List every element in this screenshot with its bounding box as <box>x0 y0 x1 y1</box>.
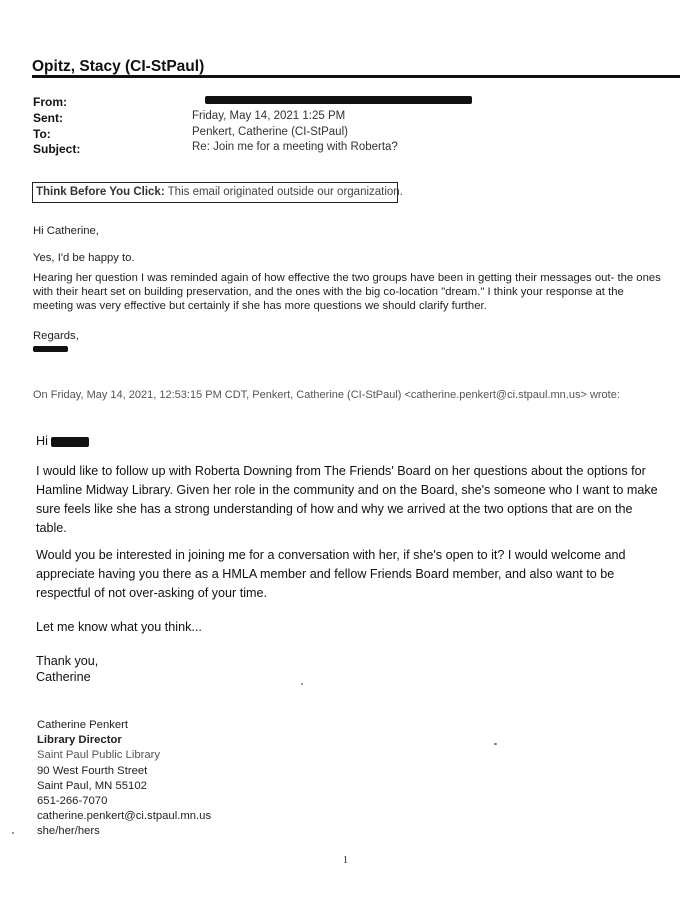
subject-label: Subject: <box>33 142 81 156</box>
page-number: 1 <box>343 855 348 866</box>
scan-speck <box>494 743 497 745</box>
to-label: To: <box>33 127 51 141</box>
redacted-recipient-name <box>51 437 89 447</box>
mailbox-owner-name: Opitz, Stacy (CI-StPaul) <box>32 58 205 75</box>
signature-email: catherine.penkert@ci.stpaul.mn.us <box>37 810 212 823</box>
reply-paragraph: Hearing her question I was reminded again of how effective the two groups have been in getting their messages out- the ones with their heart set on building preservation, and the ones with the big co-location "dream." I think your response at the meeting was very effective but certainly if she has more questions we should clarify further. <box>33 272 661 312</box>
scan-speck <box>301 683 303 685</box>
original-message-header: On Friday, May 14, 2021, 12:53:15 PM CDT, Penkert, Catherine (CI-StPaul) <catherine.penkert@ci.stpaul.mn.us> wrote: <box>33 389 620 401</box>
closing-name: Catherine <box>36 670 91 684</box>
signature-pronouns: she/her/hers <box>37 825 100 838</box>
email-signature <box>37 718 211 840</box>
signature-street: 90 West Fourth Street <box>37 764 148 777</box>
original-greeting: Hi <box>36 434 48 448</box>
scan-speck <box>12 832 14 834</box>
subject-value: Re: Join me for a meeting with Roberta? <box>192 141 398 153</box>
signature-phone: 651-266-7070 <box>37 795 108 808</box>
reply-regards: Regards, <box>33 330 79 342</box>
sent-label: Sent: <box>33 111 63 125</box>
warning-bold-text: Think Before You Click: <box>36 186 165 198</box>
external-email-warning <box>32 182 403 203</box>
signature-title: Library Director <box>37 734 122 747</box>
original-paragraph-1: I would like to follow up with Roberta Downing from The Friends' Board on her questions about the options for Hamline Midway Library. Given her role in the community and on the Board, she's someone who I want to make sure feels like she has a strong understanding of how and why we arrived at the two options that are on the table. <box>36 464 658 535</box>
redacted-signature <box>33 346 68 352</box>
redacted-sender <box>205 96 472 104</box>
to-value: Penkert, Catherine (CI-StPaul) <box>192 126 348 138</box>
header-rule <box>32 75 680 78</box>
signature-org: Saint Paul Public Library <box>37 749 161 762</box>
from-label: From: <box>33 95 67 109</box>
sent-value: Friday, May 14, 2021 1:25 PM <box>192 110 346 122</box>
closing-thanks: Thank you, <box>36 654 99 668</box>
reply-greeting: Hi Catherine, <box>33 225 99 237</box>
signature-name: Catherine Penkert <box>37 719 129 731</box>
reply-line: Yes, I'd be happy to. <box>33 252 135 264</box>
original-paragraph-3: Let me know what you think... <box>36 620 202 634</box>
original-paragraph-2: Would you be interested in joining me for a conversation with her, if she's open to it? I would welcome and appreciate having you there as a HMLA member and fellow Friends Board member, and also want to be respectful of not over-asking of your time. <box>36 548 626 600</box>
signature-city: Saint Paul, MN 55102 <box>37 779 147 792</box>
warning-text: This email originated outside our organization. <box>167 186 403 198</box>
